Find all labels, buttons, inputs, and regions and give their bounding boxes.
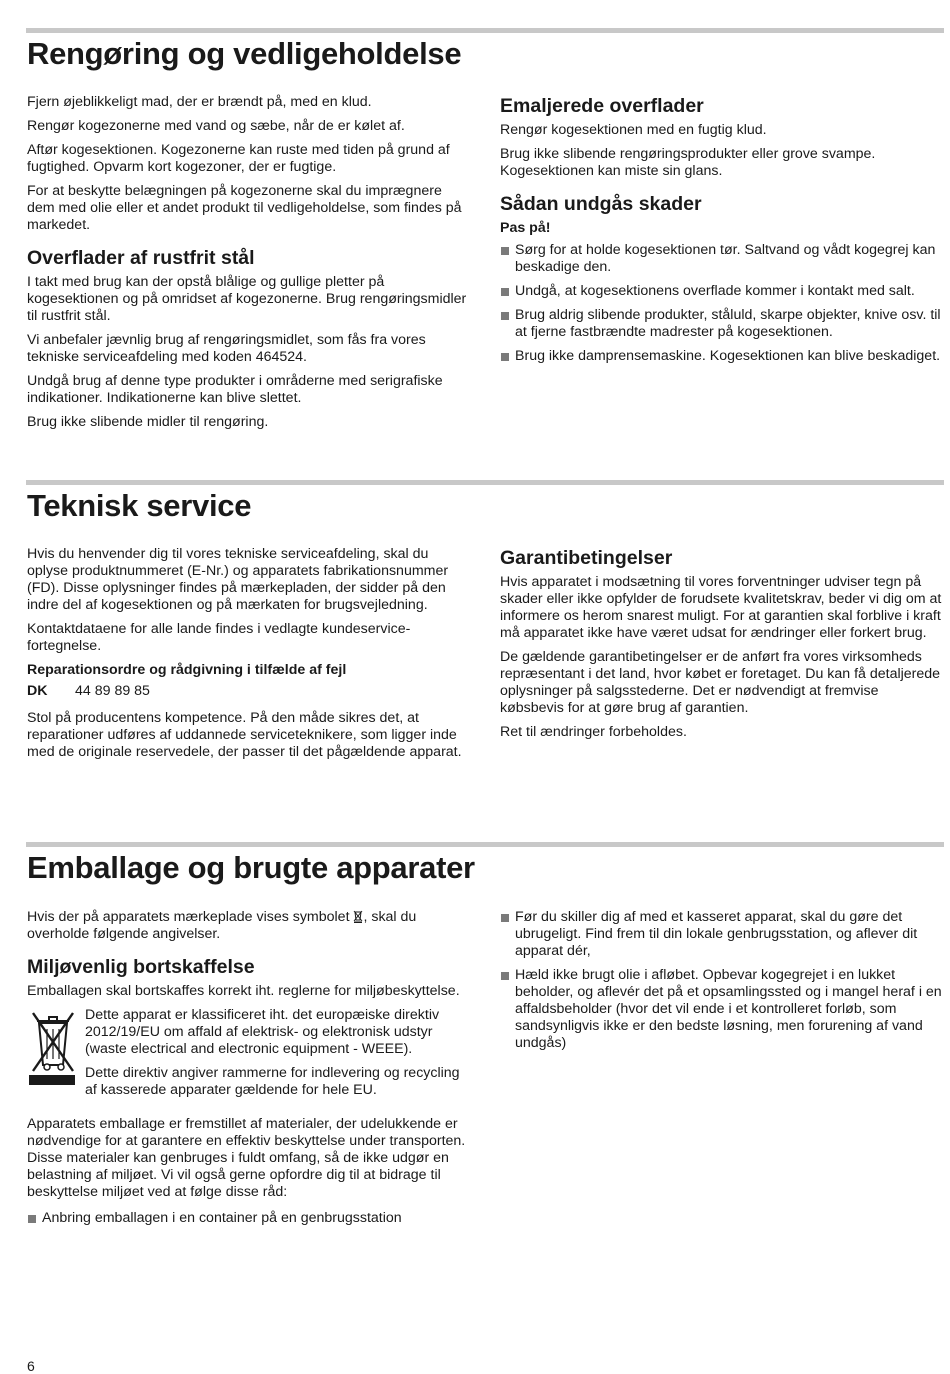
paragraph: Rengør kogesektionen med en fugtig klud.: [500, 122, 767, 138]
paragraph: Dette apparat er klassificeret iht. det europæiske direktiv 2012/19/EU om affald af elektrisk- og elektronisk udstyr (waste electrical and electronic equipment - WEEE).: [85, 1007, 440, 1057]
list-item: [500, 348, 945, 365]
packaging-list: [27, 1210, 472, 1227]
list-item-text: Før du skiller dig af med et kasseret apparat, skal du gøre det ubrugeligt. Find frem til din lokale genbrugsstation, og aflever dit apparat dér,: [515, 909, 918, 959]
square-bullet-icon: [501, 312, 509, 320]
paragraph: Vi anbefaler jævnlig brug af rengøringsmidlet, som fås fra vores tekniske serviceafdeling med koden 464524.: [27, 332, 426, 365]
paragraph: Rengør kogezonerne med vand og sæbe, når de er kølet af.: [27, 118, 405, 134]
paragraph: Stol på producentens kompetence. På den måde sikres det, at reparationer udføres af uddannede serviceteknikere, som ligger inde med de originale reservedele, der passer til det pågældende apparat.: [27, 710, 462, 760]
paragraph: Ret til ændringer forbeholdes.: [500, 724, 687, 740]
list-item-text: Anbring emballagen i en container på en genbrugsstation: [42, 1210, 402, 1226]
phone-number: 44 89 89 85: [75, 683, 150, 699]
paragraph: For at beskytte belægningen på kogezonerne skal du imprægnere dem med olie eller et andet produkt til vedligeholdelse, som findes på markedet.: [27, 183, 462, 233]
list-item: [27, 1210, 472, 1227]
cleaning-right-column: [500, 94, 945, 372]
subheading-disposal: Miljøvenlig bortskaffelse: [27, 956, 255, 978]
paragraph: Fjern øjeblikkeligt mad, der er brændt på, med en klud.: [27, 94, 372, 110]
service-left-column: [27, 546, 472, 768]
subheading-warranty: Garantibetingelser: [500, 547, 673, 569]
weee-crossed-bin-icon: [27, 1007, 79, 1087]
list-item: [500, 307, 945, 341]
paragraph: Hvis apparatet i modsætning til vores forventninger udviser tegn på skader eller ikke opfylder de forudsete kvalitetskrav, beder vi dig om at informere os herom snarest muligt. For at garantien skal forblive i kraft må apparatet ikke have været udsat for ændringer eller forkert brug.: [500, 574, 942, 641]
repair-heading: Reparationsordre og rådgivning i tilfælde af fejl: [27, 662, 347, 678]
section-divider: [26, 480, 944, 485]
subheading-avoid-damage: Sådan undgås skader: [500, 193, 702, 215]
paragraph: Brug ikke slibende rengøringsprodukter eller grove svampe. Kogesektionen kan miste sin glans.: [500, 146, 876, 179]
contact-row: [27, 683, 472, 700]
service-right-column: [500, 546, 945, 748]
crossed-bin-small-icon: [353, 909, 363, 923]
section-title-technical-service: Teknisk service: [27, 488, 252, 523]
country-code: DK: [27, 683, 48, 699]
subheading-enamel: Emaljerede overflader: [500, 95, 704, 117]
packaging-left-column: [27, 909, 472, 1234]
list-item: [500, 967, 945, 1052]
square-bullet-icon: [501, 247, 509, 255]
paragraph: Emballagen skal bortskaffes korrekt iht. reglerne for miljøbeskyttelse.: [27, 983, 460, 999]
page-number: 6: [27, 1358, 35, 1374]
square-bullet-icon: [501, 353, 509, 361]
paragraph: Apparatets emballage er fremstillet af materialer, der udelukkende er nødvendige for at garantere en effektiv beskyttelse under transporten. Disse materialer kan genbruges i fuldt omfang, så de ikke udgør en belastning af miljøet. Vi vil også gerne opfordre dig til at bidrage til beskyttelse miljøet ved at følge disse råd:: [27, 1116, 466, 1200]
weee-block: [27, 1007, 472, 1106]
section-divider: [26, 842, 944, 847]
square-bullet-icon: [501, 972, 509, 980]
cleaning-left-column: [27, 94, 472, 438]
packaging-right-column: [500, 909, 945, 1059]
section-title-cleaning: Rengøring og vedligeholdelse: [27, 36, 462, 71]
subheading-stainless-steel: Overflader af rustfrit stål: [27, 247, 255, 269]
disposal-list: [500, 909, 945, 1052]
paragraph: Brug ikke slibende midler til rengøring.: [27, 414, 269, 430]
list-item: [500, 283, 945, 300]
intro-text: Hvis der på apparatets mærkeplade vises symbolet: [27, 909, 354, 925]
paragraph: Undgå brug af denne type produkter i områderne med serigrafiske indikationer. Indikationerne kan blive slettet.: [27, 373, 443, 406]
damage-list: [500, 242, 945, 365]
square-bullet-icon: [501, 914, 509, 922]
list-item-text: Brug ikke damprensemaskine. Kogesektionen kan blive beskadiget.: [515, 348, 941, 364]
list-item: [500, 242, 945, 276]
square-bullet-icon: [501, 288, 509, 296]
paragraph: I takt med brug kan der opstå blålige og gullige pletter på kogesektionen og på omridset af kogezonerne. Brug rengøringsmidler til rustfrit stål.: [27, 274, 467, 324]
paragraph: Kontaktdataene for alle lande findes i vedlagte kundeservice-fortegnelse.: [27, 621, 411, 654]
section-divider: [26, 28, 944, 33]
paragraph: Aftør kogesektionen. Kogezonerne kan ruste med tiden på grund af fugtighed. Opvarm kort kogezoner, der er fugtige.: [27, 142, 450, 175]
list-item: [500, 909, 945, 960]
square-bullet-icon: [28, 1215, 36, 1223]
list-item-text: Brug aldrig slibende produkter, ståluld, skarpe objekter, knive osv. til at fjerne fastbrændte madrester på kogesektionen.: [515, 307, 941, 340]
list-item-text: Hæld ikke brugt olie i afløbet. Opbevar kogegrejet i en lukket beholder, og aflevér det på et opsamlingssted og i mangel heraf i en affaldsbeholder (hvor det vil ende i et kontrolleret forløb, som sandsynligvis ikke er den bedste løsning, men forurening af vand undgås): [515, 967, 942, 1051]
section-title-packaging: Emballage og brugte apparater: [27, 850, 475, 885]
weee-text: [85, 1007, 472, 1106]
paragraph: De gældende garantibetingelser er de anført fra vores virksomheds repræsentant i det land, hvor købet er foretaget. Du kan få detaljerede oplysninger på salgsstederne. Det er nødvendigt at fremvise købsbevis for at gøre brug af garantien.: [500, 649, 941, 716]
warning-label: Pas på!: [500, 220, 551, 236]
list-item-text: Undgå, at kogesektionens overflade kommer i kontakt med salt.: [515, 283, 915, 299]
paragraph: Dette direktiv angiver rammerne for indlevering og recycling af kasserede apparater gældende for hele EU.: [85, 1065, 460, 1098]
intro-text: , skal du overholde følgende angivelser.: [27, 909, 417, 942]
intro-paragraph: [27, 909, 472, 943]
paragraph: Hvis du henvender dig til vores tekniske serviceafdeling, skal du oplyse produktnummeret (E-Nr.) og apparatets fabrikationsnummer (FD). Disse oplysninger findes på mærkepladen, der sidder på den indre del af kogesektionen og på mærkaten for brugsvejledning.: [27, 546, 449, 613]
list-item-text: Sørg for at holde kogesektionen tør. Saltvand og vådt kogegrej kan beskadige den.: [515, 242, 936, 275]
